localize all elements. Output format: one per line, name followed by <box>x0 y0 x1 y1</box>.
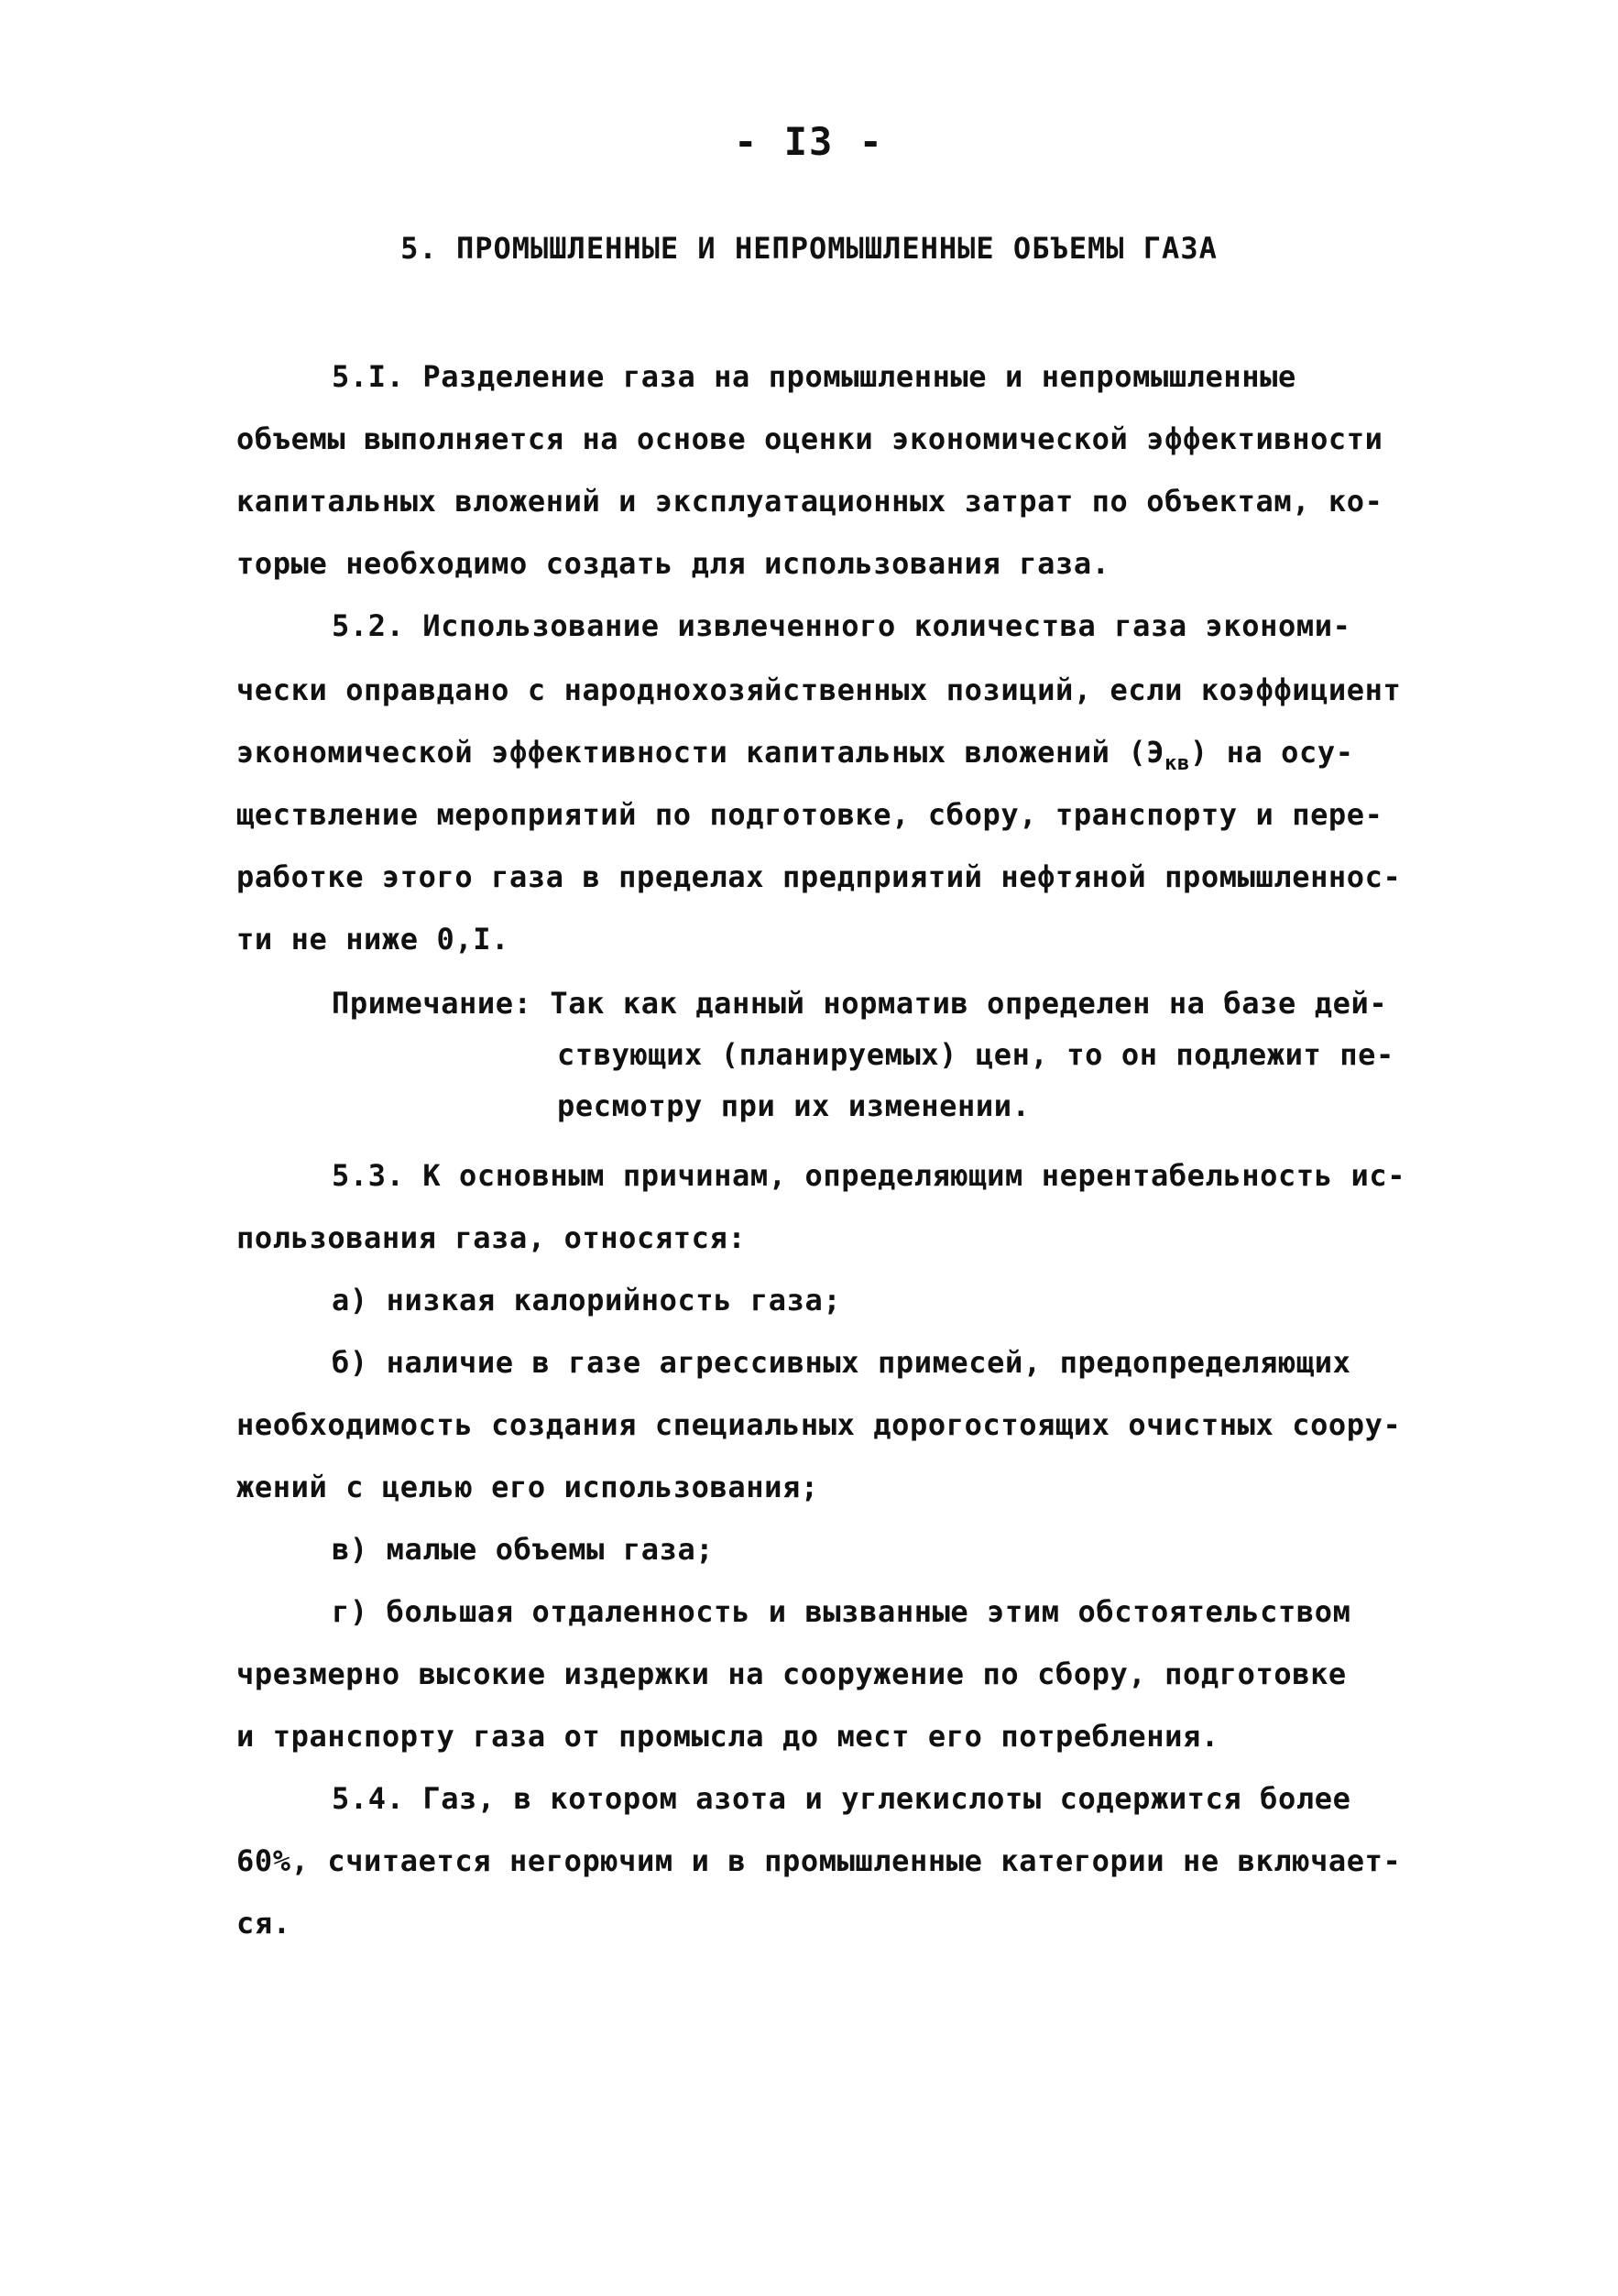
note-line-2: ствующих (планируемых) цен, то он подлежит пе- <box>557 1037 1394 1072</box>
section-title: 5. ПРОМЫШЛЕННЫЕ И НЕПРОМЫШЛЕННЫЕ ОБЪЕМЫ ГАЗА <box>400 231 1218 266</box>
efficiency-subscript: кв <box>1164 752 1190 775</box>
list-item-g-line-3: и транспорту газа от промысла до мест его потребления. <box>236 1719 1219 1754</box>
paragraph-5-1-line-4: торые необходимо создать для использования газа. <box>236 546 1110 581</box>
paragraph-5-1-line-2: объемы выполняется на основе оценки экономической эффективности <box>236 421 1383 456</box>
paragraph-5-3-line-2: пользования газа, относятся: <box>236 1220 747 1255</box>
note-line-1: Примечание: Так как данный норматив определен на базе дей- <box>332 986 1388 1021</box>
paragraph-5-2-line-2: чески оправдано с народнохозяйственных позиций, если коэффициент <box>236 672 1402 707</box>
paragraph-5-4-line-2: 60%, считается негорючим и в промышленные категории не включает- <box>236 1843 1402 1878</box>
paragraph-5-2-line-3 <box>236 735 1354 775</box>
list-item-g-line-2: чрезмерно высокие издержки на сооружение по сбору, подготовке <box>236 1656 1347 1691</box>
paragraph-5-2-line-5: работке этого газа в пределах предприятий нефтяной промышленнос- <box>236 859 1402 894</box>
note-line-3: ресмотру при их изменении. <box>557 1088 1031 1123</box>
efficiency-text-end: ) на осу- <box>1189 735 1354 770</box>
list-item-v: в) малые объемы газа; <box>332 1532 715 1567</box>
paragraph-5-3-line-1: 5.3. К основным причинам, определяющим нерентабельность ис- <box>332 1158 1406 1193</box>
paragraph-5-4-line-1: 5.4. Газ, в котором азота и углекислоты содержится более <box>332 1781 1351 1816</box>
list-item-g-line-1: г) большая отдаленность и вызванные этим обстоятельством <box>332 1594 1351 1629</box>
list-item-b-line-1: б) наличие в газе агрессивных примесей, предопределяющих <box>332 1345 1351 1380</box>
list-item-b-line-2: необходимость создания специальных дорогостоящих очистных соору- <box>236 1407 1402 1442</box>
list-item-a: а) низкая калорийность газа; <box>332 1283 842 1317</box>
efficiency-text: экономической эффективности капитальных вложений (Э <box>236 735 1165 770</box>
paragraph-5-2-line-1: 5.2. Использование извлеченного количества газа экономи- <box>332 608 1351 643</box>
paragraph-5-4-line-3: ся. <box>236 1906 291 1941</box>
list-item-b-line-3: жений с целью его использования; <box>236 1470 819 1504</box>
page-number: - I3 - <box>734 119 884 164</box>
paragraph-5-1-line-3: капитальных вложений и эксплуатационных затрат по объектам, ко- <box>236 484 1383 519</box>
paragraph-5-2-line-6: ти не ниже 0,I. <box>236 922 509 957</box>
paragraph-5-1-line-1: 5.I. Разделение газа на промышленные и непромышленные <box>332 359 1296 394</box>
paragraph-5-2-line-4: ществление мероприятий по подготовке, сбору, транспорту и пере- <box>236 797 1383 832</box>
